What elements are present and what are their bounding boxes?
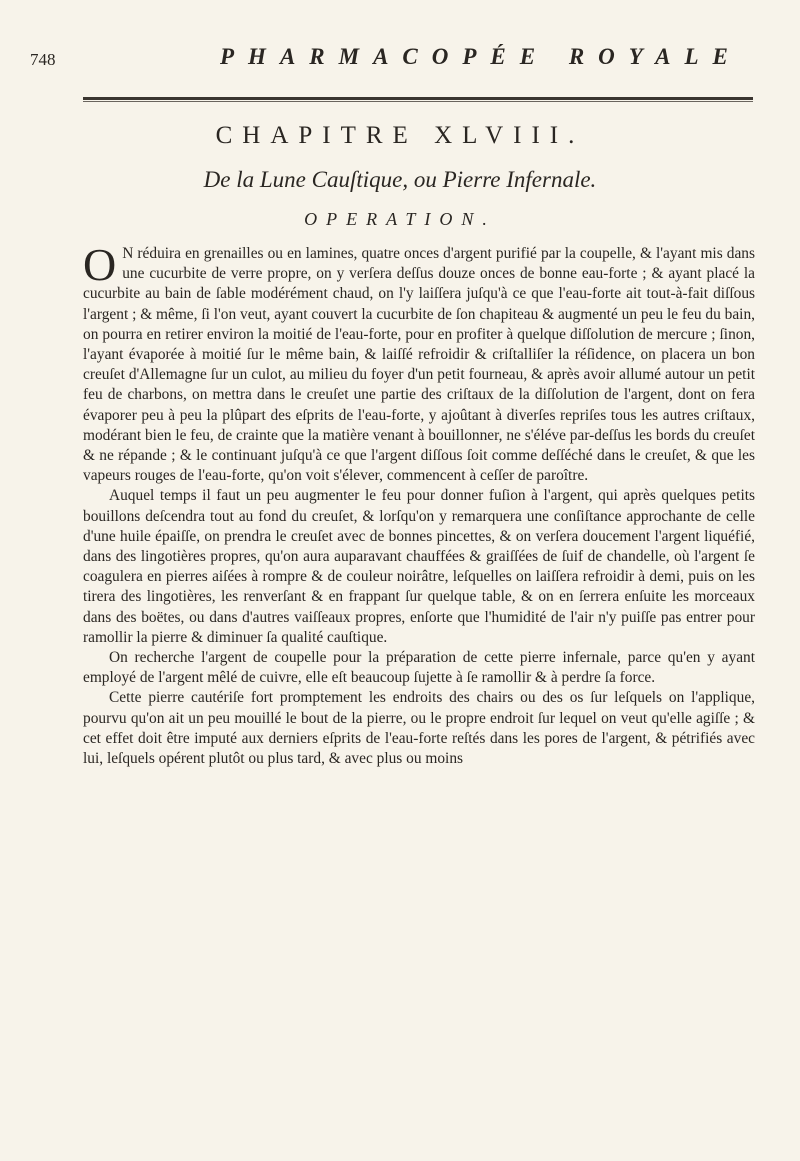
section-heading: OPERATION. bbox=[304, 209, 496, 229]
header-rule bbox=[83, 97, 753, 102]
paragraph-1 bbox=[83, 239, 755, 486]
drop-cap: O bbox=[83, 239, 117, 290]
body-text bbox=[83, 239, 755, 769]
paragraph-1-text: N réduira en grenailles ou en lamines, quatre onces d'argent purifié par la coupelle, & l'ayant mis dans une cucurbite de verre propre, on y verſera deſſus douze onces de bonne eau-forte ; & ayant placé la cucurbite au bain de ſable modérément chaud, on l'y laiſſera juſqu'à ce que l'eau-forte ait tout-à-fait diſſous l'argent ; & même, ſi l'on veut, ayant couvert la cucurbite de ſon chapiteau & augmenté un peu le feu du bain, on pourra en retirer environ la moitié de l'eau-forte, pour en profiter à quelque diſſolution de mercure ; ſinon, l'ayant évaporée à moitié ſur le même bain, & laiſſé refroidir & criſtalliſer la réſidence, on placera un bon creuſet d'Allemagne ſur un culot, au milieu du foyer d'un petit fourneau, & après avoir allumé autour un petit feu de charbons, on mettra dans le creuſet une partie des criſtaux de la diſſolution de l'argent, dont on fera évaporer peu à peu la plûpart des eſprits de l'eau-forte, y ajoûtant à diverſes repriſes tous les autres criſtaux, modérant bien le feu, de crainte que la matière venant à bouillonner, ne s'éléve par-deſſus les bords du creuſet & ne répande ; & le continuant juſqu'à ce que l'argent diſſous ſoit comme deſſéché dans le creuſet, & que les vapeurs rouges de l'eau-forte, qu'on voit s'élever, commencent à ceſſer de paroître. bbox=[83, 245, 755, 485]
chapter-heading: CHAPITRE XLVIII. bbox=[215, 122, 585, 149]
page-number: 748 bbox=[30, 50, 56, 69]
running-title: PHARMACOPÉE ROYALE bbox=[220, 44, 742, 69]
chapter-subtitle: De la Lune Cauſtique, ou Pierre Infernale. bbox=[203, 167, 597, 192]
paragraph-3: On recherche l'argent de coupelle pour la préparation de cette pierre infernale, parce qu'en y ayant employé de l'argent mêlé de cuivre, elle eſt beaucoup ſujette à ſe ramollir & à perdre ſa force. bbox=[83, 649, 755, 687]
paragraph-2: Auquel temps il faut un peu augmenter le feu pour donner fuſion à l'argent, qui après quelques petits bouillons deſcendra tout au fond du creuſet, & lorſqu'on y remarquera une conſiſtance approchante de celle d'une huile épaiſſe, on prendra le creuſet avec de bonnes pincettes, & on verſera doucement l'argent liquéfié, dans des lingotières propres, qu'on aura auparavant chauffées & graiſſées de ſuif de chandelle, où l'argent ſe coagulera en pierres aiſées à rompre & de couleur noirâtre, leſquelles on laiſſera refroidir à demi, puis on les tirera des lingotières, les renverſant & en frappant ſur quelque table, & on en ſerrera enſuite les morceaux dans des boëtes, ou dans d'autres vaiſſeaux propres, enſorte que l'humidité de l'air n'y puiſſe pas entrer pour ramollir la pierre & diminuer ſa qualité cauſtique. bbox=[83, 487, 755, 646]
paragraph-4: Cette pierre cautériſe fort promptement les endroits des chairs ou des os ſur leſquels on l'applique, pourvu qu'on ait un peu mouillé le bout de la pierre, ou le propre endroit ſur lequel on veut qu'elle agiſſe ; & cet effet doit être imputé aux derniers eſprits de l'eau-forte reſtés dans les pores de l'argent, & pétrifiés avec lui, leſquels opérent plutôt ou plus tard, & avec plus ou moins bbox=[83, 689, 755, 768]
running-head bbox=[30, 44, 770, 74]
